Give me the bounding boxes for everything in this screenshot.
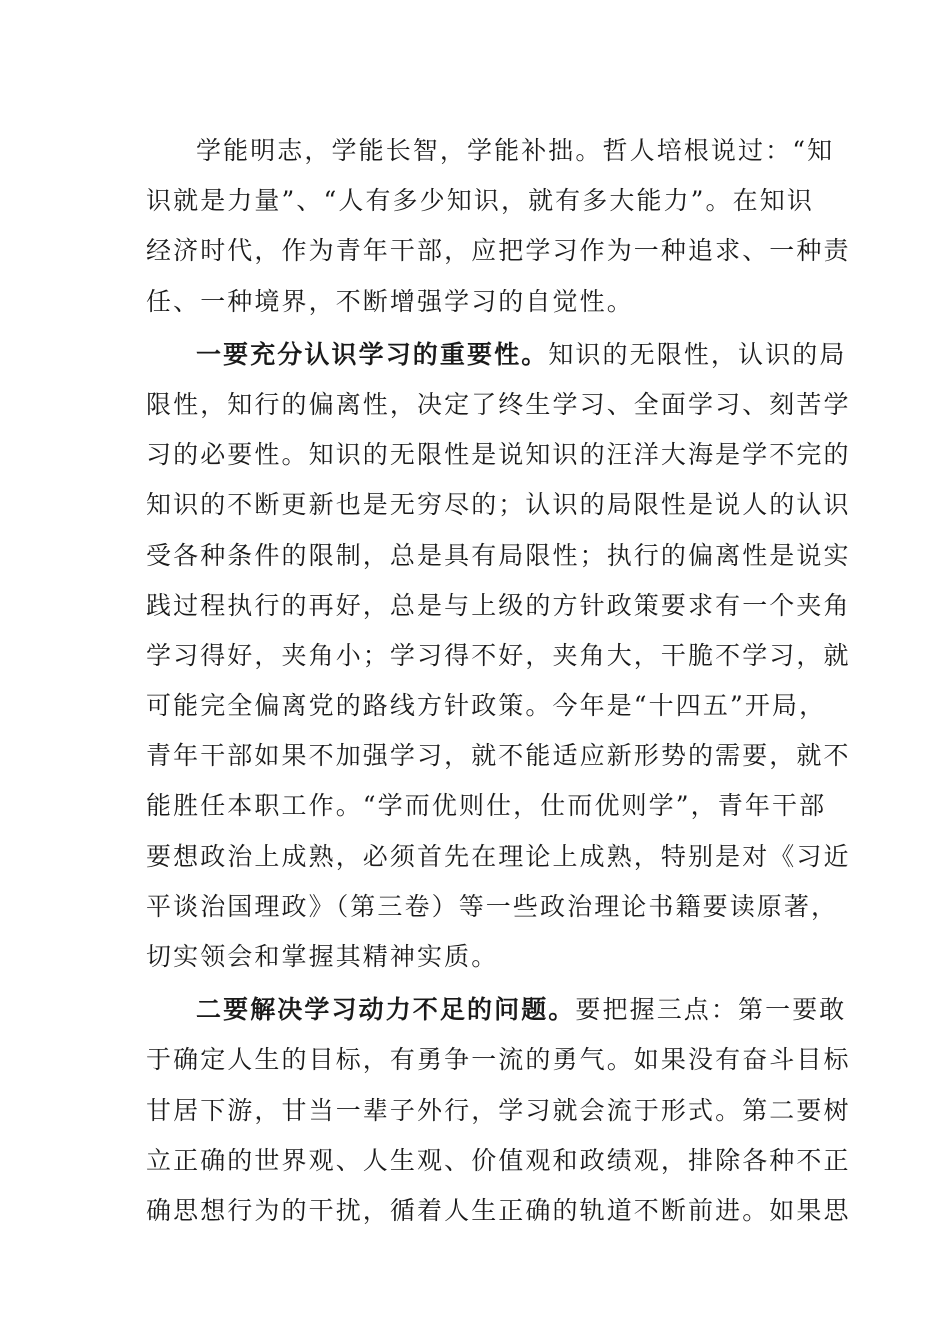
- paragraph-3-line-5: 确思想行为的干扰，循着人生正确的轨道不断前进。如果思: [146, 1195, 851, 1225]
- paragraph-2-line-7: 学习得好，夹角小；学习得不好，夹角大，干脆不学习，就: [146, 640, 851, 670]
- paragraph-2-line-13: 切实领会和掌握其精神实质。: [146, 942, 499, 971]
- paragraph-1-line-3: 经济时代，作为青年干部，应把学习作为一种追求、一种责: [146, 236, 851, 266]
- paragraph-1-line-2: 识就是力量”、“人有多少知识，就有多大能力”。在知识: [146, 186, 814, 216]
- paragraph-2-line-8: 可能完全偏离党的路线方针政策。今年是“十四五”开局，: [146, 691, 827, 721]
- paragraph-2-line-11: 要想政治上成熟，必须首先在理论上成熟，特别是对《习近: [146, 841, 851, 871]
- paragraph-3-line-1: [146, 985, 847, 1035]
- paragraph-3-heading: 二要解决学习动力不足的问题。: [196, 995, 576, 1025]
- paragraph-2-line-10: 能胜任本职工作。“学而优则仕，仕而优则学”，青年干部: [146, 791, 827, 821]
- paragraph-2-line-2: 限性，知行的偏离性，决定了终生学习、全面学习、刻苦学: [146, 389, 851, 419]
- document-body: [146, 126, 851, 1236]
- paragraph-2-line-1: [146, 330, 847, 380]
- paragraph-2-line-4: 知识的不断更新也是无穷尽的；认识的局限性是说人的认识: [146, 490, 851, 520]
- paragraph-2-heading: 一要充分认识学习的重要性。: [196, 339, 549, 369]
- paragraph-2-first-line-rest: 知识的无限性，认识的局: [548, 339, 847, 369]
- paragraph-3-line-4: 立正确的世界观、人生观、价值观和政绩观，排除各种不正: [146, 1145, 851, 1175]
- paragraph-3-line-2: 于确定人生的目标，有勇争一流的勇气。如果没有奋斗目标: [146, 1045, 851, 1075]
- paragraph-1-line-4: 任、一种境界，不断增强学习的自觉性。: [146, 286, 634, 316]
- paragraph-2-line-6: 践过程执行的再好，总是与上级的方针政策要求有一个夹角: [146, 590, 851, 620]
- paragraph-2-line-5: 受各种条件的限制，总是具有局限性；执行的偏离性是说实: [146, 540, 851, 570]
- paragraph-1-line-1: 学能明志，学能长智，学能补拙。哲人培根说过：“知: [196, 136, 835, 165]
- paragraph-2-line-3: 习的必要性。知识的无限性是说知识的汪洋大海是学不完的: [146, 440, 851, 470]
- paragraph-2-line-12: 平谈治国理政》（第三卷）等一些政治理论书籍要读原著，: [146, 891, 839, 921]
- paragraph-3-line-3: 甘居下游，甘当一辈子外行，学习就会流于形式。第二要树: [146, 1095, 851, 1125]
- paragraph-2-line-9: 青年干部如果不加强学习，就不能适应新形势的需要，就不: [146, 741, 851, 771]
- paragraph-3-first-line-rest: 要把握三点：第一要敢: [575, 995, 847, 1025]
